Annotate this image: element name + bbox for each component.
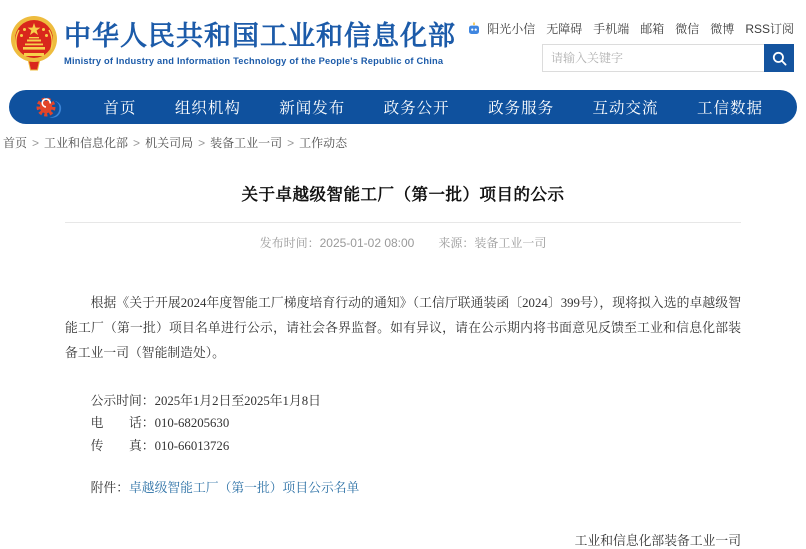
nav-item-gov-service[interactable]: 政务服务 bbox=[488, 100, 555, 117]
attachment-label: 附件： bbox=[90, 481, 129, 496]
breadcrumb-separator: > bbox=[133, 136, 141, 150]
breadcrumb-item-equipment-dept[interactable]: 装备工业一司 bbox=[210, 136, 283, 150]
article bbox=[65, 181, 741, 549]
detail-value: 010-68205630 bbox=[154, 416, 230, 431]
breadcrumb-item-miit[interactable]: 工业和信息化部 bbox=[44, 136, 129, 150]
detail-value: 2025年1月2日至2025年1月8日 bbox=[154, 393, 321, 408]
detail-label: 公示时间： bbox=[90, 393, 155, 408]
source-name: 装备工业一司 bbox=[474, 236, 547, 250]
quick-link-mobile[interactable]: 手机端 bbox=[593, 22, 630, 36]
main-nav bbox=[9, 90, 797, 124]
nav-item-interaction[interactable]: 互动交流 bbox=[592, 100, 659, 117]
quick-link-mail[interactable]: 邮箱 bbox=[640, 22, 665, 36]
detail-row-period bbox=[91, 390, 741, 412]
quick-link-rss[interactable]: RSS订阅 bbox=[745, 22, 794, 36]
source-label: 来源： bbox=[438, 236, 475, 250]
publish-time: 2025-01-02 08:00 bbox=[319, 236, 415, 250]
nav-item-miit-data[interactable]: 工信数据 bbox=[696, 100, 763, 117]
detail-row-phone bbox=[91, 412, 741, 434]
national-emblem-icon bbox=[10, 13, 58, 76]
brand-block bbox=[64, 20, 456, 66]
search-input[interactable] bbox=[542, 44, 764, 72]
assistant-robot-icon bbox=[467, 22, 481, 36]
breadcrumb-item-home[interactable]: 首页 bbox=[3, 136, 28, 150]
breadcrumb-item-departments[interactable]: 机关司局 bbox=[145, 136, 194, 150]
search-icon bbox=[772, 51, 787, 66]
nav-item-organization[interactable]: 组织机构 bbox=[174, 100, 241, 117]
attachment-link[interactable]: 卓越级智能工厂（第一批）项目公示名单 bbox=[128, 481, 360, 496]
article-paragraph: 根据《关于开展2024年度智能工厂梯度培育行动的通知》（工信厅联通装函〔2024〕399号），现将拟入选的卓越级智能工厂（第一批）项目名单进行公示，请社会各界监督。如有异议，请在公示期内将书面意见反馈至工业和信息化部装备工业一司（智能制造处）。 bbox=[65, 296, 741, 360]
site-subtitle: Ministry of Industry and Information Technology of the People's Republic of China bbox=[64, 56, 444, 67]
nav-item-home[interactable]: 首页 bbox=[103, 100, 137, 117]
detail-list bbox=[65, 390, 741, 457]
detail-label: 电 话： bbox=[90, 416, 155, 431]
site-header bbox=[0, 0, 806, 88]
page-title: 关于卓越级智能工厂（第一批）项目的公示 bbox=[241, 186, 565, 204]
detail-row-fax bbox=[91, 435, 741, 457]
breadcrumb-separator: > bbox=[198, 136, 206, 150]
nav-item-gov-open[interactable]: 政务公开 bbox=[383, 100, 450, 117]
search-box bbox=[542, 44, 794, 72]
publish-meta bbox=[65, 234, 741, 251]
nav-item-news[interactable]: 新闻发布 bbox=[279, 100, 346, 117]
breadcrumb-item-work-news[interactable]: 工作动态 bbox=[299, 136, 348, 150]
attachment-row bbox=[65, 477, 741, 496]
search-button[interactable] bbox=[764, 44, 794, 72]
quick-link-wechat[interactable]: 微信 bbox=[675, 22, 700, 36]
site-title: 中华人民共和国工业和信息化部 bbox=[64, 21, 456, 51]
quick-links bbox=[467, 20, 794, 37]
publish-time-label: 发布时间： bbox=[259, 236, 320, 250]
quick-link-weibo[interactable]: 微博 bbox=[710, 22, 735, 36]
breadcrumb-separator: > bbox=[32, 136, 40, 150]
title-divider bbox=[65, 222, 741, 223]
article-signature: 工业和信息化部装备工业一司 bbox=[574, 534, 741, 549]
breadcrumb-separator: > bbox=[287, 136, 295, 150]
quick-link-accessibility[interactable]: 无障碍 bbox=[546, 22, 583, 36]
detail-label: 传 真： bbox=[90, 438, 155, 453]
miit-e-logo-icon bbox=[35, 95, 65, 119]
breadcrumb bbox=[0, 124, 806, 157]
quick-link-assistant[interactable]: 阳光小信 bbox=[487, 22, 536, 36]
detail-value: 010-66013726 bbox=[154, 438, 230, 453]
